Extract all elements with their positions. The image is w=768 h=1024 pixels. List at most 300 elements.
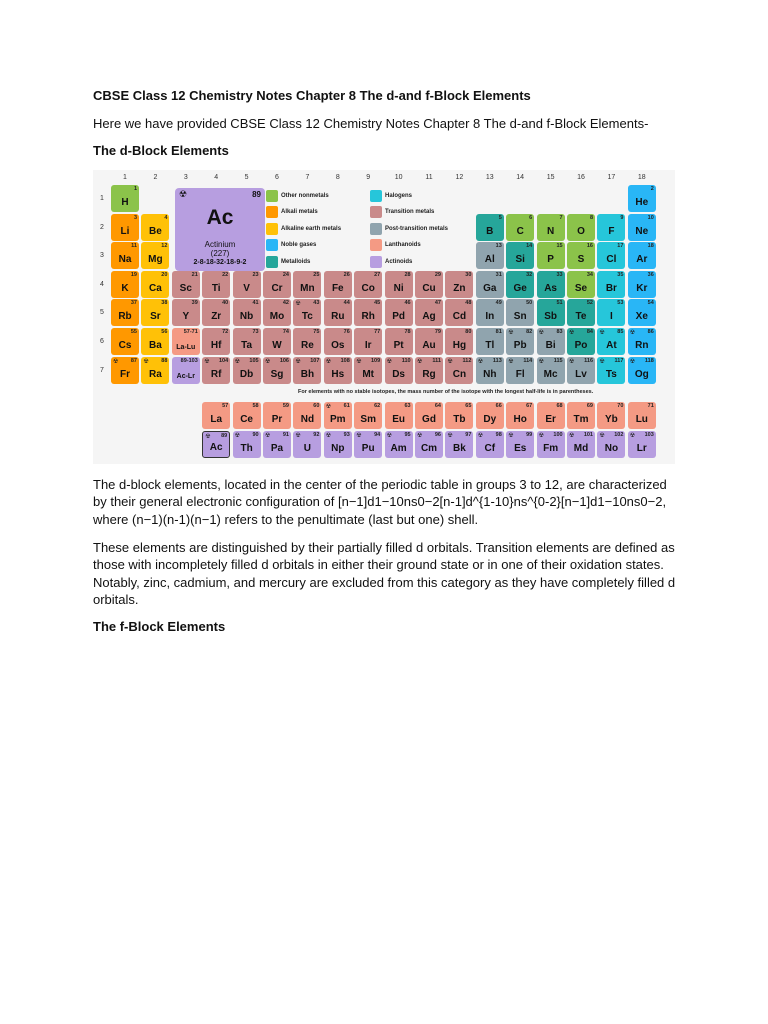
- element-number: 61: [343, 403, 350, 409]
- element-number: 105: [249, 357, 259, 364]
- element-symbol: Db: [239, 368, 254, 380]
- document-title: CBSE Class 12 Chemistry Notes Chapter 8 The d-and f-Block Elements: [93, 88, 531, 103]
- radioactive-icon: ☢: [234, 433, 240, 439]
- element-symbol: Sm: [360, 414, 376, 425]
- element-symbol: Ni: [393, 282, 404, 294]
- element-number: 35: [617, 271, 624, 278]
- element-number: 110: [401, 357, 411, 364]
- element-number: 53: [617, 300, 624, 307]
- element-number: 106: [279, 357, 289, 364]
- element-cell: [628, 185, 656, 212]
- element-number: 75: [313, 329, 320, 335]
- radioactive-icon: ☢: [599, 330, 605, 336]
- element-cell: [202, 402, 230, 429]
- element-symbol: Al: [484, 254, 495, 266]
- element-symbol: Y: [182, 311, 190, 323]
- period-number: 7: [100, 366, 104, 374]
- element-symbol: Mc: [543, 368, 558, 380]
- element-number: 74: [282, 329, 289, 335]
- element-cell: [597, 402, 625, 429]
- element-cell: [233, 271, 261, 298]
- element-cell: [324, 299, 352, 326]
- element-number: 27: [374, 271, 381, 278]
- element-cell: [415, 299, 443, 326]
- element-cell: [506, 299, 534, 326]
- element-cell: [324, 271, 352, 298]
- element-symbol: Re: [300, 340, 314, 351]
- element-symbol: Nd: [300, 414, 315, 425]
- element-symbol: Ru: [331, 311, 345, 323]
- element-number: 68: [556, 403, 563, 409]
- radioactive-icon: ☢: [295, 301, 301, 308]
- radioactive-icon: ☢: [295, 433, 301, 439]
- element-cell: [476, 402, 504, 429]
- element-cell: [415, 402, 443, 429]
- element-symbol: La: [210, 414, 223, 425]
- element-cell: [293, 431, 321, 458]
- element-symbol: Rb: [118, 311, 132, 323]
- element-number: 9: [620, 214, 624, 221]
- group-number: 7: [305, 174, 310, 181]
- radioactive-icon: ☢: [179, 189, 188, 199]
- element-number: 60: [313, 403, 320, 409]
- element-number: 89-103: [180, 357, 198, 364]
- element-number: 64: [434, 403, 441, 409]
- element-symbol: Mt: [362, 368, 375, 380]
- element-symbol: Hf: [210, 340, 222, 351]
- element-symbol: Hs: [331, 368, 345, 380]
- element-symbol: Kr: [636, 282, 648, 294]
- element-number: 3: [133, 214, 137, 221]
- element-number: 57: [222, 403, 229, 409]
- element-cell: [324, 431, 352, 458]
- element-cell: [141, 328, 169, 355]
- element-cell: [537, 242, 565, 269]
- element-number: 17: [617, 243, 624, 250]
- element-cell: [385, 299, 413, 326]
- element-number: 76: [343, 329, 350, 335]
- element-number: 40: [222, 300, 229, 307]
- radioactive-icon: ☢: [265, 358, 271, 365]
- element-number: 96: [434, 432, 441, 438]
- element-symbol: Tb: [453, 414, 466, 425]
- element-cell: [597, 328, 625, 355]
- element-cell: [385, 328, 413, 355]
- element-number: 84: [586, 329, 593, 335]
- element-cell: [445, 357, 473, 384]
- legend-swatch: [370, 190, 382, 202]
- group-number: 9: [366, 174, 371, 181]
- radioactive-icon: ☢: [356, 433, 362, 439]
- legend-swatch: [266, 256, 278, 268]
- element-symbol: Sc: [179, 282, 192, 294]
- group-number: 8: [335, 174, 340, 181]
- element-cell: [293, 402, 321, 429]
- element-number: 2: [650, 186, 654, 192]
- element-symbol: I: [610, 311, 613, 323]
- element-number: 118: [644, 357, 654, 364]
- element-number: 23: [252, 271, 259, 278]
- element-number: 97: [465, 432, 472, 438]
- element-number: 52: [586, 300, 593, 307]
- legend-swatch: [266, 239, 278, 251]
- legend-label: Halogens: [385, 193, 413, 199]
- element-number: 11: [131, 243, 137, 250]
- element-number: 43: [313, 300, 320, 307]
- element-cell: [476, 357, 504, 384]
- element-symbol: Mg: [148, 254, 163, 266]
- element-cell: [385, 271, 413, 298]
- element-cell: [263, 402, 291, 429]
- element-cell: [537, 431, 565, 458]
- element-number: 54: [647, 300, 654, 307]
- element-cell: [233, 357, 261, 384]
- element-cell: [628, 402, 656, 429]
- element-cell: [567, 299, 595, 326]
- element-symbol: Og: [634, 368, 649, 380]
- legend-swatch: [266, 190, 278, 202]
- element-number: 101: [583, 432, 593, 438]
- intro-paragraph: Here we have provided CBSE Class 12 Chemistry Notes Chapter 8 The d-and f-Block Elements-: [93, 116, 649, 131]
- element-symbol: Pd: [392, 311, 405, 323]
- element-number: 94: [374, 432, 381, 438]
- element-number: 6: [529, 214, 533, 221]
- element-cell: [476, 242, 504, 269]
- element-cell: [385, 357, 413, 384]
- element-cell: [597, 357, 625, 384]
- element-cell: [597, 299, 625, 326]
- element-number: 30: [465, 271, 472, 278]
- element-cell: [202, 431, 230, 458]
- radioactive-icon: ☢: [386, 433, 392, 439]
- element-number: 24: [282, 271, 289, 278]
- element-cell: [567, 431, 595, 458]
- element-symbol: Cm: [420, 443, 438, 454]
- element-symbol: Au: [422, 340, 436, 351]
- radioactive-icon: ☢: [417, 433, 423, 439]
- element-number: 29: [434, 271, 441, 278]
- element-symbol: Cf: [484, 443, 496, 454]
- element-symbol: F: [608, 225, 615, 237]
- element-cell: [141, 214, 169, 241]
- element-number: 85: [617, 329, 624, 335]
- element-cell: [567, 242, 595, 269]
- element-cell: [628, 431, 656, 458]
- element-symbol: Rh: [361, 311, 375, 323]
- element-number: 36: [647, 271, 654, 278]
- element-symbol: Lv: [575, 368, 587, 380]
- element-number: 4: [164, 214, 168, 221]
- element-symbol: Er: [545, 414, 556, 425]
- period-number: 4: [100, 280, 104, 288]
- element-number: 14: [526, 243, 533, 250]
- group-number: 10: [394, 174, 403, 181]
- element-cell: [628, 299, 656, 326]
- element-symbol: Cu: [422, 282, 436, 294]
- element-symbol: Mn: [300, 282, 315, 294]
- element-number: 80: [465, 329, 472, 335]
- legend-label: Alkaline earth metals: [281, 225, 342, 232]
- element-symbol: Tc: [301, 311, 313, 323]
- d-block-heading: The d-Block Elements: [93, 143, 229, 158]
- element-number: 103: [644, 432, 654, 438]
- element-symbol: Yb: [605, 414, 618, 425]
- element-symbol: Sr: [150, 311, 161, 323]
- element-number: 10: [647, 214, 654, 221]
- group-number: 14: [516, 174, 525, 181]
- period-number: 2: [100, 223, 104, 231]
- element-cell: [354, 299, 382, 326]
- element-number: 20: [161, 271, 168, 278]
- featured-element-mass: (227): [210, 249, 230, 258]
- element-symbol: Cr: [271, 282, 283, 294]
- element-symbol: Ho: [513, 414, 527, 425]
- group-number: 18: [637, 174, 646, 181]
- legend-swatch: [370, 223, 382, 235]
- radioactive-icon: ☢: [204, 358, 210, 365]
- element-cell: [597, 214, 625, 241]
- element-cell: [445, 328, 473, 355]
- f-block-heading: The f-Block Elements: [93, 619, 226, 634]
- element-cell: [293, 299, 321, 326]
- element-symbol: Ar: [636, 254, 648, 266]
- element-symbol: Cn: [452, 368, 467, 380]
- element-symbol: C: [516, 225, 524, 237]
- element-number: 100: [553, 432, 563, 438]
- element-number: 83: [556, 329, 563, 335]
- period-number: 3: [100, 252, 104, 260]
- element-cell: [141, 357, 169, 384]
- element-symbol: Li: [120, 225, 130, 237]
- element-number: 22: [222, 271, 229, 278]
- element-cell: [385, 431, 413, 458]
- element-cell: [111, 214, 139, 241]
- element-number: 99: [526, 432, 533, 438]
- element-number: 39: [191, 300, 198, 307]
- element-cell: [476, 214, 504, 241]
- element-symbol: Tm: [573, 414, 589, 425]
- element-symbol: Ba: [148, 340, 162, 351]
- element-cell: [233, 431, 261, 458]
- element-number: 90: [252, 432, 259, 438]
- element-cell: [628, 242, 656, 269]
- d-block-paragraph-1: The d-block elements, located in the center of the periodic table in groups 3 to 12, are characterized by their general electronic configuration of [n−1]d1−10ns0−2[n-1]d^{1-10}ns^{0-2}[n−1]d1−10ns0−2, where (n−1)(n-1)(n−1) refers to the penultimate (last but one) shell.: [93, 477, 667, 527]
- legend-label: Alkali metals: [281, 209, 318, 216]
- element-cell: [506, 271, 534, 298]
- element-cell: [354, 271, 382, 298]
- element-number: 102: [614, 432, 624, 438]
- element-number: 66: [495, 403, 502, 409]
- element-number: 107: [310, 357, 320, 364]
- element-cell: [263, 328, 291, 355]
- legend-swatch: [370, 256, 382, 268]
- element-cell: [567, 402, 595, 429]
- element-cell: [354, 402, 382, 429]
- radioactive-icon: ☢: [508, 433, 514, 439]
- element-number: 31: [495, 271, 502, 278]
- element-cell: [111, 299, 139, 326]
- element-number: 109: [371, 357, 381, 364]
- element-cell: [233, 299, 261, 326]
- element-number: 82: [526, 329, 533, 335]
- element-symbol: Ra: [148, 368, 162, 380]
- element-cell: [415, 271, 443, 298]
- element-cell: [111, 357, 139, 384]
- element-number: 38: [161, 300, 168, 307]
- element-number: 12: [161, 243, 168, 250]
- element-number: 81: [495, 329, 502, 335]
- radioactive-icon: ☢: [234, 358, 240, 365]
- element-number: 45: [374, 300, 381, 307]
- element-cell: [324, 328, 352, 355]
- element-cell: [111, 242, 139, 269]
- element-number: 69: [586, 403, 593, 409]
- element-symbol: Pt: [393, 340, 404, 351]
- element-symbol: Lr: [636, 443, 647, 454]
- element-cell: [233, 328, 261, 355]
- element-symbol: La-Lu: [176, 344, 196, 351]
- element-cell: [597, 271, 625, 298]
- element-symbol: Zr: [211, 311, 222, 323]
- radioactive-icon: ☢: [386, 358, 392, 365]
- element-symbol: H: [121, 197, 129, 208]
- radioactive-icon: ☢: [325, 433, 332, 439]
- element-symbol: Hg: [452, 340, 467, 351]
- element-number: 50: [526, 300, 533, 307]
- element-number: 89: [221, 433, 228, 439]
- element-cell: [628, 271, 656, 298]
- element-symbol: Sn: [513, 311, 527, 323]
- element-symbol: Os: [331, 340, 345, 351]
- element-cell: [324, 402, 352, 429]
- element-symbol: Ca: [148, 282, 162, 294]
- element-symbol: Pm: [330, 414, 346, 425]
- legend-swatch: [266, 206, 278, 218]
- element-symbol: Cs: [118, 340, 132, 351]
- element-cell: [172, 357, 200, 384]
- radioactive-icon: ☢: [447, 358, 453, 365]
- element-cell: [628, 214, 656, 241]
- element-symbol: Se: [574, 282, 588, 294]
- element-cell: [263, 299, 291, 326]
- element-cell: [597, 242, 625, 269]
- radioactive-icon: ☢: [629, 330, 636, 336]
- element-cell: [354, 431, 382, 458]
- element-number: 98: [495, 432, 502, 438]
- element-symbol: Bk: [452, 443, 466, 454]
- element-symbol: Br: [605, 282, 617, 294]
- legend-label: Noble gases: [281, 242, 317, 249]
- element-number: 73: [252, 329, 259, 335]
- element-number: 42: [282, 300, 289, 307]
- element-cell: [445, 431, 473, 458]
- element-cell: [567, 328, 595, 355]
- radioactive-icon: ☢: [629, 358, 636, 365]
- element-cell: [354, 357, 382, 384]
- element-symbol: P: [547, 254, 554, 266]
- element-number: 117: [614, 357, 624, 364]
- element-number: 108: [340, 357, 350, 364]
- element-symbol: Gd: [422, 414, 436, 425]
- radioactive-icon: ☢: [417, 358, 423, 365]
- element-number: 79: [434, 329, 441, 335]
- period-number: 1: [100, 195, 104, 202]
- element-cell: [476, 299, 504, 326]
- element-symbol: Bi: [545, 340, 556, 351]
- element-number: 116: [584, 357, 593, 364]
- element-symbol: Eu: [392, 414, 405, 425]
- element-cell: [141, 299, 169, 326]
- element-symbol: V: [243, 282, 250, 294]
- group-number: 16: [577, 174, 585, 181]
- element-symbol: Ce: [240, 414, 253, 425]
- element-cell: [597, 431, 625, 458]
- element-cell: [476, 271, 504, 298]
- radioactive-icon: ☢: [599, 433, 605, 439]
- element-symbol: Ac: [209, 442, 223, 453]
- element-cell: [567, 271, 595, 298]
- period-number: 6: [100, 338, 104, 345]
- element-symbol: Ac-Lr: [176, 372, 195, 380]
- group-number: 13: [485, 174, 494, 181]
- element-cell: [415, 357, 443, 384]
- element-symbol: Fm: [543, 443, 559, 454]
- element-symbol: B: [486, 225, 494, 237]
- element-number: 25: [313, 271, 320, 278]
- radioactive-icon: ☢: [447, 433, 453, 439]
- radioactive-icon: ☢: [477, 433, 484, 439]
- element-number: 28: [404, 271, 411, 278]
- element-number: 26: [343, 271, 350, 278]
- element-symbol: Ge: [513, 282, 527, 294]
- element-symbol: Po: [574, 340, 588, 351]
- element-symbol: Md: [573, 443, 589, 454]
- legend-label: Other nonmetals: [281, 193, 329, 199]
- element-number: 86: [647, 329, 654, 335]
- element-symbol: Ds: [392, 368, 405, 380]
- element-cell: [537, 299, 565, 326]
- element-cell: [506, 328, 534, 355]
- element-symbol: K: [121, 282, 129, 294]
- period-number: 5: [100, 309, 104, 317]
- element-number: 113: [492, 357, 502, 364]
- element-number: 33: [556, 271, 563, 278]
- element-symbol: Rn: [635, 340, 649, 351]
- element-number: 32: [526, 271, 533, 278]
- element-symbol: Cd: [452, 311, 467, 323]
- element-symbol: Cl: [606, 254, 617, 266]
- group-number: 1: [123, 174, 127, 181]
- element-cell: [293, 357, 321, 384]
- element-symbol: Ag: [422, 311, 436, 323]
- radioactive-icon: ☢: [325, 358, 332, 365]
- element-symbol: S: [577, 254, 585, 266]
- element-number: 1: [133, 186, 137, 192]
- element-number: 8: [589, 214, 593, 221]
- element-symbol: Na: [118, 254, 132, 266]
- group-number: 15: [546, 174, 555, 181]
- legend-label: Lanthanoids: [385, 242, 421, 249]
- element-symbol: Zn: [453, 282, 466, 294]
- element-symbol: Tl: [485, 340, 495, 351]
- element-symbol: Pr: [271, 414, 283, 425]
- radioactive-icon: ☢: [599, 358, 605, 365]
- element-symbol: Pa: [270, 443, 284, 454]
- legend-swatch: [266, 223, 278, 235]
- element-number: 72: [222, 329, 229, 335]
- element-number: 13: [495, 243, 502, 250]
- element-cell: [172, 271, 200, 298]
